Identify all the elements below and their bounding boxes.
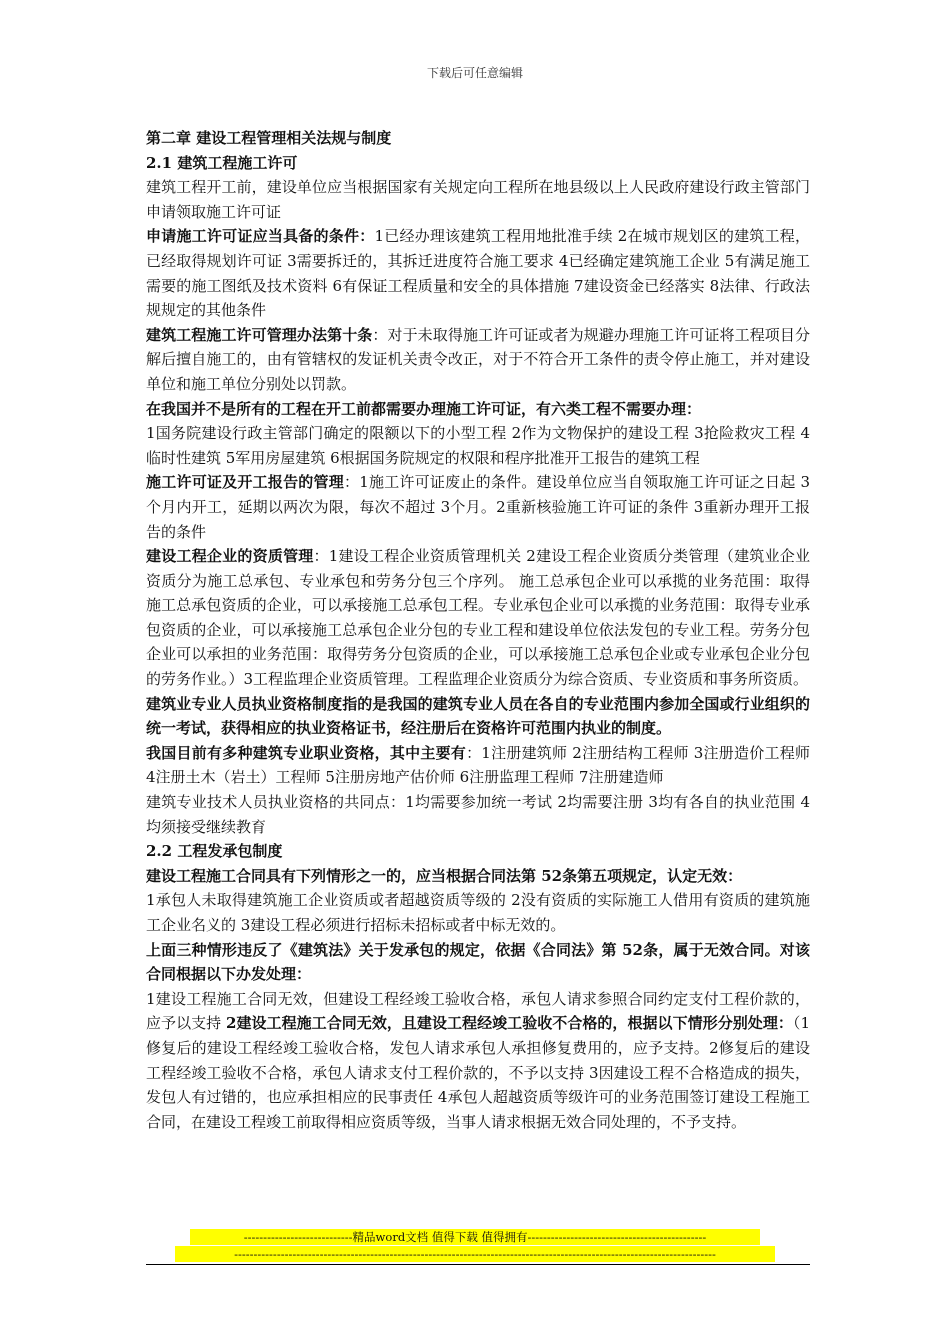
paragraph-qualification bbox=[146, 544, 810, 692]
footer-rule bbox=[146, 1264, 810, 1265]
document-body bbox=[146, 126, 810, 1134]
paragraph-text: ：1注册建筑师 2注册结构工程师 3注册造价工程师 4注册土木（岩土）工程师 5注册房地产估价师 6注册监理工程师 7注册建造师 bbox=[146, 743, 810, 787]
paragraph-text: （1修复后的建设工程经竣工验收合格，发包人请求承包人承担修复费用的，应予支持。2修复后的建设工程经竣工验收不合格，承包人请求支付工程价款的，不予以支持 3因建设工程不合格造成的损失，发包人有过错的，也应承担相应的民事责任 4承包人超越资质等级许可的业务范围签订建设工程施工合同，在建设工程竣工前取得相应资质等级，当事人请求根据无效合同处理的，不予支持。 bbox=[146, 1014, 810, 1131]
page-header: 下载后可任意编辑 bbox=[426, 66, 523, 80]
paragraph-bold-clause: 2建设工程施工合同无效，且建设工程经竣工验收不合格的，根据以下情形分别处理： bbox=[226, 1014, 793, 1033]
paragraph-permit-intro: 建筑工程开工前，建设单位应当根据国家有关规定向工程所在地县级以上人民政府建设行政主管部门申请领取施工许可证 bbox=[146, 178, 810, 221]
paragraph-lead: 建设工程企业的资质管理 bbox=[146, 547, 314, 566]
paragraph-text: 1建设工程施工合同无效，但建设工程经竣工验收合格，承包人请求参照合同约定支付工程价款的，应予以支持 bbox=[146, 989, 810, 1033]
paragraph-permit-conditions bbox=[146, 224, 810, 322]
paragraph-article-ten bbox=[146, 323, 810, 397]
paragraph-text: 1已经办理该建筑工程用地批准手续 2在城市规划区的建筑工程，已经取得规划许可证 3需要拆迁的，其拆迁进度符合施工要求 4已经确定建筑施工企业 5有满足施工需要的施工图纸及技术资料 6有保证工程质量和安全的具体措施 7建设资金已经落实 8法律、行政法规规定的其他条件 bbox=[146, 227, 811, 320]
paragraph-handling-heading: 上面三种情形违反了《建筑法》关于发承包的规定，依据《合同法》第 52条，属于无效合同。对该合同根据以下办发处理： bbox=[146, 940, 810, 984]
paragraph-common-points: 建筑专业技术人员执业资格的共同点：1均需要参加统一考试 2均需要注册 3均有各自的执业范围 4均须接受继续教育 bbox=[146, 793, 810, 836]
paragraph-text: ：对于未取得施工许可证或者为规避办理施工许可证将工程项目分解后擅自施工的，由有管辖权的发证机关责令改正，对于不符合开工条件的责令停止施工，并对建设单位和施工单位分别处以罚款。 bbox=[146, 325, 810, 393]
paragraph-invalid-cases: 1承包人未取得建筑施工企业资质或者超越资质等级的 2没有资质的实际施工人借用有资质的建筑施工企业名义的 3建设工程必须进行招标未招标或者中标无效的。 bbox=[146, 891, 810, 934]
paragraph-text: ：1施工许可证废止的条件。建设单位应当自领取施工许可证之日起 3个月内开工，延期以两次为限，每次不超过 3个月。2重新核验施工许可证的条件 3重新办理开工报告的条件 bbox=[146, 473, 810, 541]
footer-banner-line-2: ---------------------------------------------------------------------------------------------------------------------------- bbox=[175, 1246, 775, 1262]
footer-banner-line-1: ----------------------------精品word文档 值得下载 值得拥有---------------------------------------------- bbox=[190, 1229, 760, 1245]
section-title-2-1: 2.1 建筑工程施工许可 bbox=[146, 153, 298, 172]
section-title-2-2: 2.2 工程发承包制度 bbox=[146, 842, 283, 861]
paragraph-lead: 申请施工许可证应当具备的条件： bbox=[146, 227, 375, 246]
paragraph-lead: 施工许可证及开工报告的管理 bbox=[146, 473, 344, 492]
paragraph-exempt-list: 1国务院建设行政主管部门确定的限额以下的小型工程 2作为文物保护的建设工程 3抢险救灾工程 4临时性建筑 5军用房屋建筑 6根据国务院规定的权限和程序批准开工报告的建筑工程 bbox=[146, 424, 810, 467]
paragraph-exempt-heading: 在我国并不是所有的工程在开工前都需要办理施工许可证，有六类工程不需要办理： bbox=[146, 399, 702, 418]
chapter-title: 第二章 建设工程管理相关法规与制度 bbox=[146, 129, 392, 147]
paragraph-permit-management bbox=[146, 470, 810, 544]
paragraph-lead: 我国目前有多种建筑专业职业资格，其中主要有 bbox=[146, 743, 467, 762]
paragraph-qualification-types bbox=[146, 741, 810, 790]
paragraph-practice-qualification: 建筑业专业人员执业资格制度指的是我国的建筑专业人员在各自的专业范围内参加全国或行业组织的统一考试，获得相应的执业资格证书，经注册后在资格许可范围内执业的制度。 bbox=[146, 694, 810, 738]
paragraph-invalid-contract-heading: 建设工程施工合同具有下列情形之一的，应当根据合同法第 52条第五项规定，认定无效： bbox=[146, 866, 743, 885]
paragraph-lead: 建筑工程施工许可管理办法第十条 bbox=[146, 325, 373, 344]
paragraph-text: ：1建设工程企业资质管理机关 2建设工程企业资质分类管理（建筑业企业资质分为施工总承包、专业承包和劳务分包三个序列。 施工总承包企业可以承揽的业务范围：取得施工总承包资质的企业，可以承接施工总承包工程。专业承包企业可以承揽的业务范围：取得专业承包资质的企业，可以承接施工总承包企业分包的专业工程和建设单位依法发包的专业工程。劳务分包企业可以承担的业务范围：取得劳务分包资质的企业，可以承接施工总承包企业或专业承包企业分包的劳务作业。）3工程监理企业资质管理。工程监理企业资质分为综合资质、专业资质和事务所资质。 bbox=[146, 547, 810, 689]
paragraph-handling bbox=[146, 987, 810, 1135]
